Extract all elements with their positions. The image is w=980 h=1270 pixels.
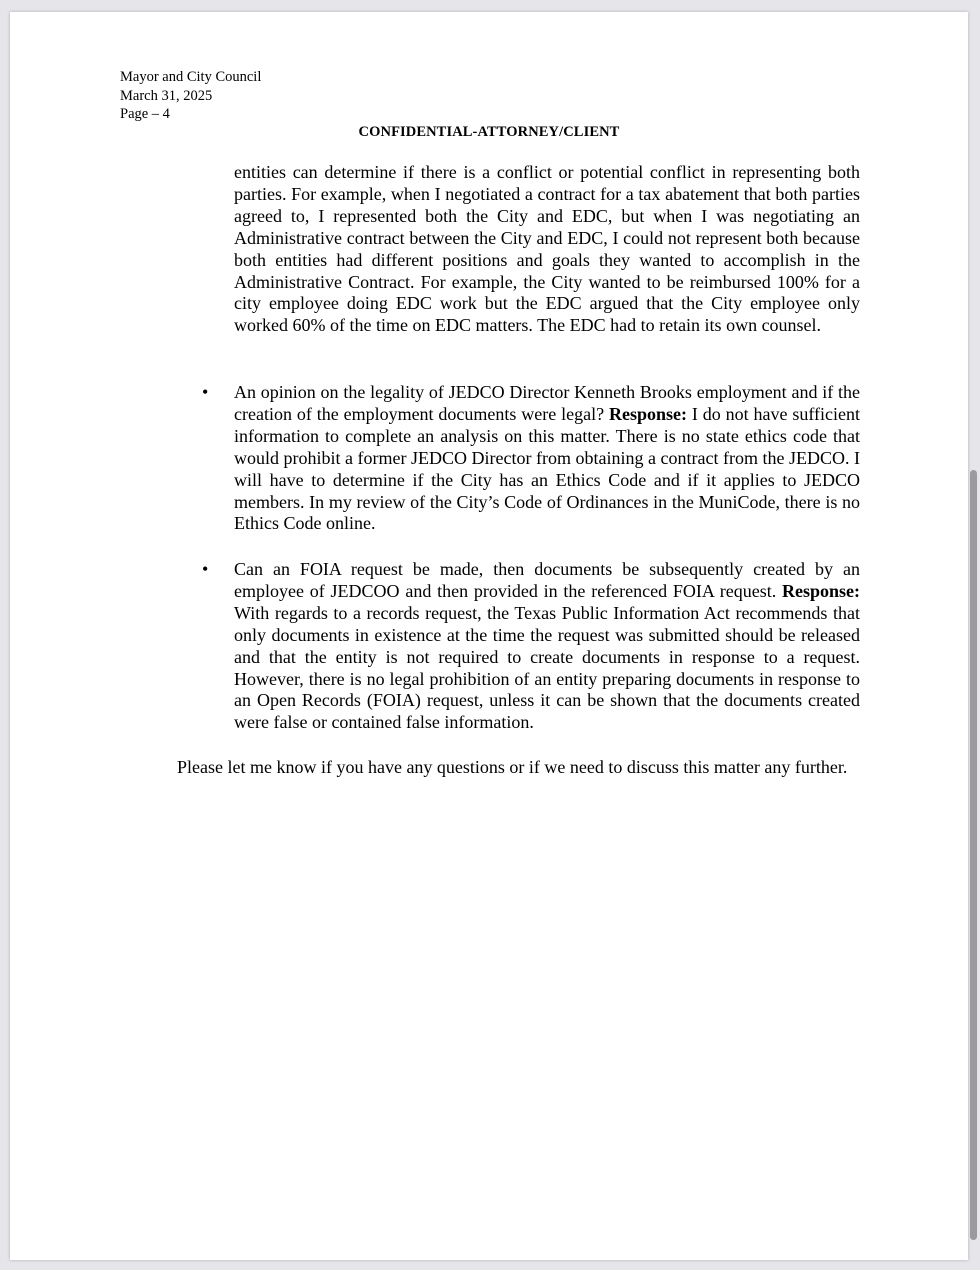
bullet-question: An opinion on the legality of JEDCO Director Kenneth Brooks employment and if the creation of the employment documents were legal? [234,382,860,424]
header-recipient: Mayor and City Council [120,69,262,85]
header-page-number: Page – 4 [120,106,170,122]
bullet-item-jedco-director [202,382,860,535]
response-label: Response: [782,580,861,601]
bullet-marker: • [202,559,209,579]
confidential-heading: CONFIDENTIAL-ATTORNEY/CLIENT [358,124,620,140]
bullet-response: With regards to a records request, the Texas Public Information Act recommends that only documents in existence at the time the request was submitted should be released and that the entity is not required to create documents in response to a request. However, there is no legal prohibition of an entity preparing documents in response to an Open Records (FOIA) request, unless it can be shown that the documents created were false or contained false information. [234,602,860,733]
bullet-question: Can an FOIA request be made, then documents be subsequently created by an employee of JEDCOO and then provided in the referenced FOIA request. [234,559,860,601]
continuation-paragraph: entities can determine if there is a conflict or potential conflict in representing both parties. For example, when I negotiated a contract for a tax abatement that both parties agreed to, I represented both the City and EDC, but when I was negotiating an Administrative contract between the City and EDC, I could not represent both because both entities had different positions and goals they wanted to accomplish in the Administrative Contract. For example, the City wanted to be reimbursed 100% for a city employee doing EDC work but the EDC argued that the City employee only worked 60% of the time on EDC matters. The EDC had to retain its own counsel. [234,162,860,336]
bullet-response: I do not have sufficient information to complete an analysis on this matter. There is no state ethics code that would prohibit a former JEDCO Director from obtaining a contract from the JEDCO. I will have to determine if the City has an Ethics Code and if it applies to JEDCO members. In my review of the City’s Code of Ordinances in the MuniCode, there is no Ethics Code online. [234,403,860,534]
vertical-scrollbar[interactable] [969,10,977,1260]
bullet-marker: • [202,382,209,402]
response-label: Response: [608,403,687,424]
document-page [10,12,968,1260]
closing-paragraph: Please let me know if you have any questions or if we need to discuss this matter any further. [177,757,848,777]
header-date: March 31, 2025 [120,88,213,104]
scrollbar-thumb[interactable] [970,470,977,1240]
bullet-item-foia-request [202,559,861,734]
